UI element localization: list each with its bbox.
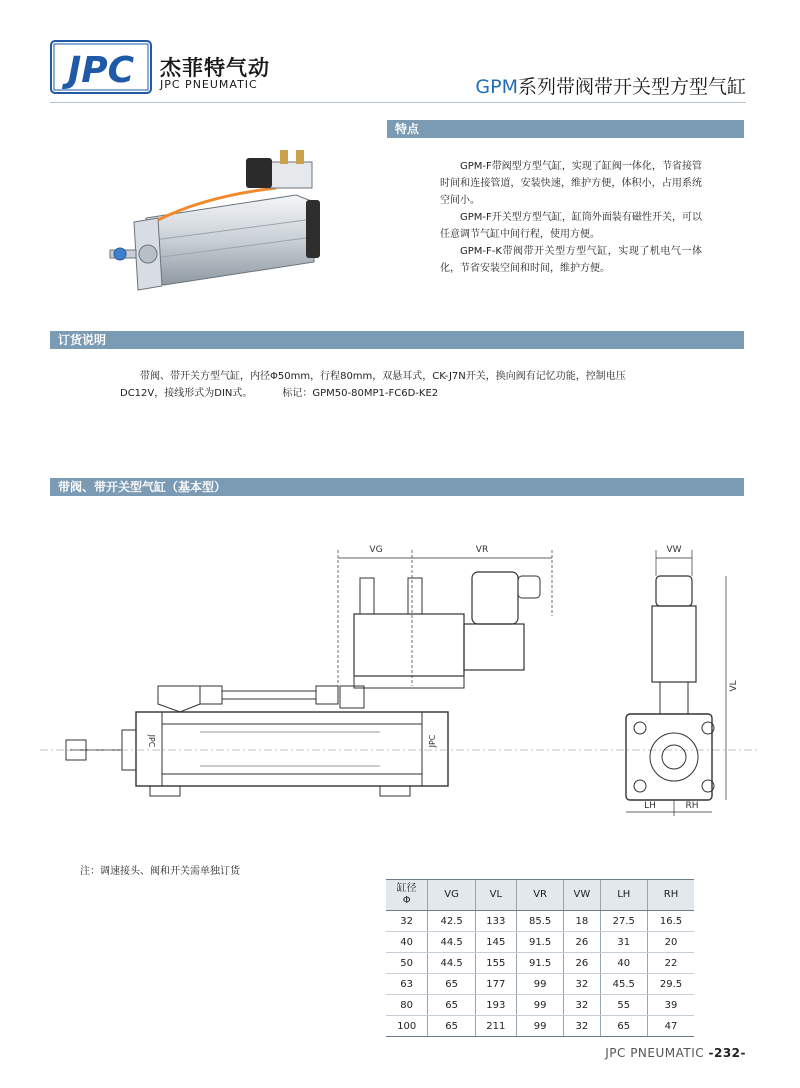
title-rest: 系列带阀带开关型方型气缸 <box>517 76 746 98</box>
col-rh: RH <box>648 880 695 911</box>
col-lh: LH <box>600 880 647 911</box>
product-photo <box>96 140 336 300</box>
table-row: 80 65 193 99 32 55 39 <box>386 995 694 1016</box>
order-note: 注：调速接头、阀和开关需单独订货 <box>80 866 240 877</box>
ordering-description: 带阀、带开关方型气缸，内径Φ50mm，行程80mm，双悬耳式，CK-J7N开关，换向阀有记忆功能，控制电压DC12V，接线形式为DIN式。 <box>120 371 626 399</box>
dim-rh: RH <box>685 801 699 811</box>
feature-paragraph: GPM-F开关型方型气缸，缸筒外面装有磁性开关，可以任意调节气缸中间行程，使用方便。 <box>440 212 702 240</box>
brand-name-en: JPC PNEUMATIC <box>160 78 258 91</box>
ordering-mark: 标记：GPM50-80MP1-FC6D-KE2 <box>282 388 439 399</box>
table-row: 100 65 211 99 32 65 47 <box>386 1016 694 1037</box>
feature-paragraph: GPM-F带阀型方型气缸，实现了缸阀一体化，节省接管时间和连接管道，安装快速，维护方便，体积小，占用系统空间小。 <box>440 161 702 206</box>
page-footer <box>605 1046 746 1060</box>
svg-text:JPC: JPC <box>67 50 135 91</box>
table-row: 50 44.5 155 91.5 26 40 22 <box>386 953 694 974</box>
footer-brand: JPC PNEUMATIC <box>605 1046 705 1060</box>
col-vg: VG <box>428 880 475 911</box>
dim-vl: VL <box>729 680 739 692</box>
features-heading: 特点 <box>387 120 744 138</box>
col-bore: 缸径 Φ <box>386 880 428 911</box>
table-row: 63 65 177 99 32 45.5 29.5 <box>386 974 694 995</box>
col-vw: VW <box>564 880 600 911</box>
ordering-text <box>120 368 640 402</box>
dimension-drawing <box>40 536 760 836</box>
table-header-row <box>386 880 694 911</box>
dim-vr: VR <box>475 545 489 555</box>
page-title <box>475 72 746 99</box>
jpc-mark-left: JPC <box>147 734 156 748</box>
table-row: 32 42.5 133 85.5 18 27.5 16.5 <box>386 911 694 932</box>
basic-type-heading: 带阀、带开关型气缸（基本型） <box>50 478 744 496</box>
feature-paragraph: GPM-F-K带阀带开关型方型气缸，实现了机电气一体化，节省安装空间和时间，维护方便。 <box>440 246 702 274</box>
title-model: GPM <box>475 76 518 98</box>
table-row: 40 44.5 145 91.5 26 31 20 <box>386 932 694 953</box>
ordering-heading: 订货说明 <box>50 331 744 349</box>
col-vr: VR <box>516 880 563 911</box>
header-divider <box>50 102 746 103</box>
page-number: -232- <box>708 1046 746 1060</box>
features-text <box>440 158 702 277</box>
dim-lh: LH <box>644 801 656 811</box>
brand-name-cn: 杰菲特气动 <box>160 56 270 80</box>
jpc-mark-right: JPC <box>428 734 437 748</box>
dim-vw: VW <box>666 545 682 555</box>
dim-vg: VG <box>369 545 383 555</box>
col-vl: VL <box>475 880 516 911</box>
jpc-logo <box>50 40 152 94</box>
dimension-table <box>386 879 694 1037</box>
